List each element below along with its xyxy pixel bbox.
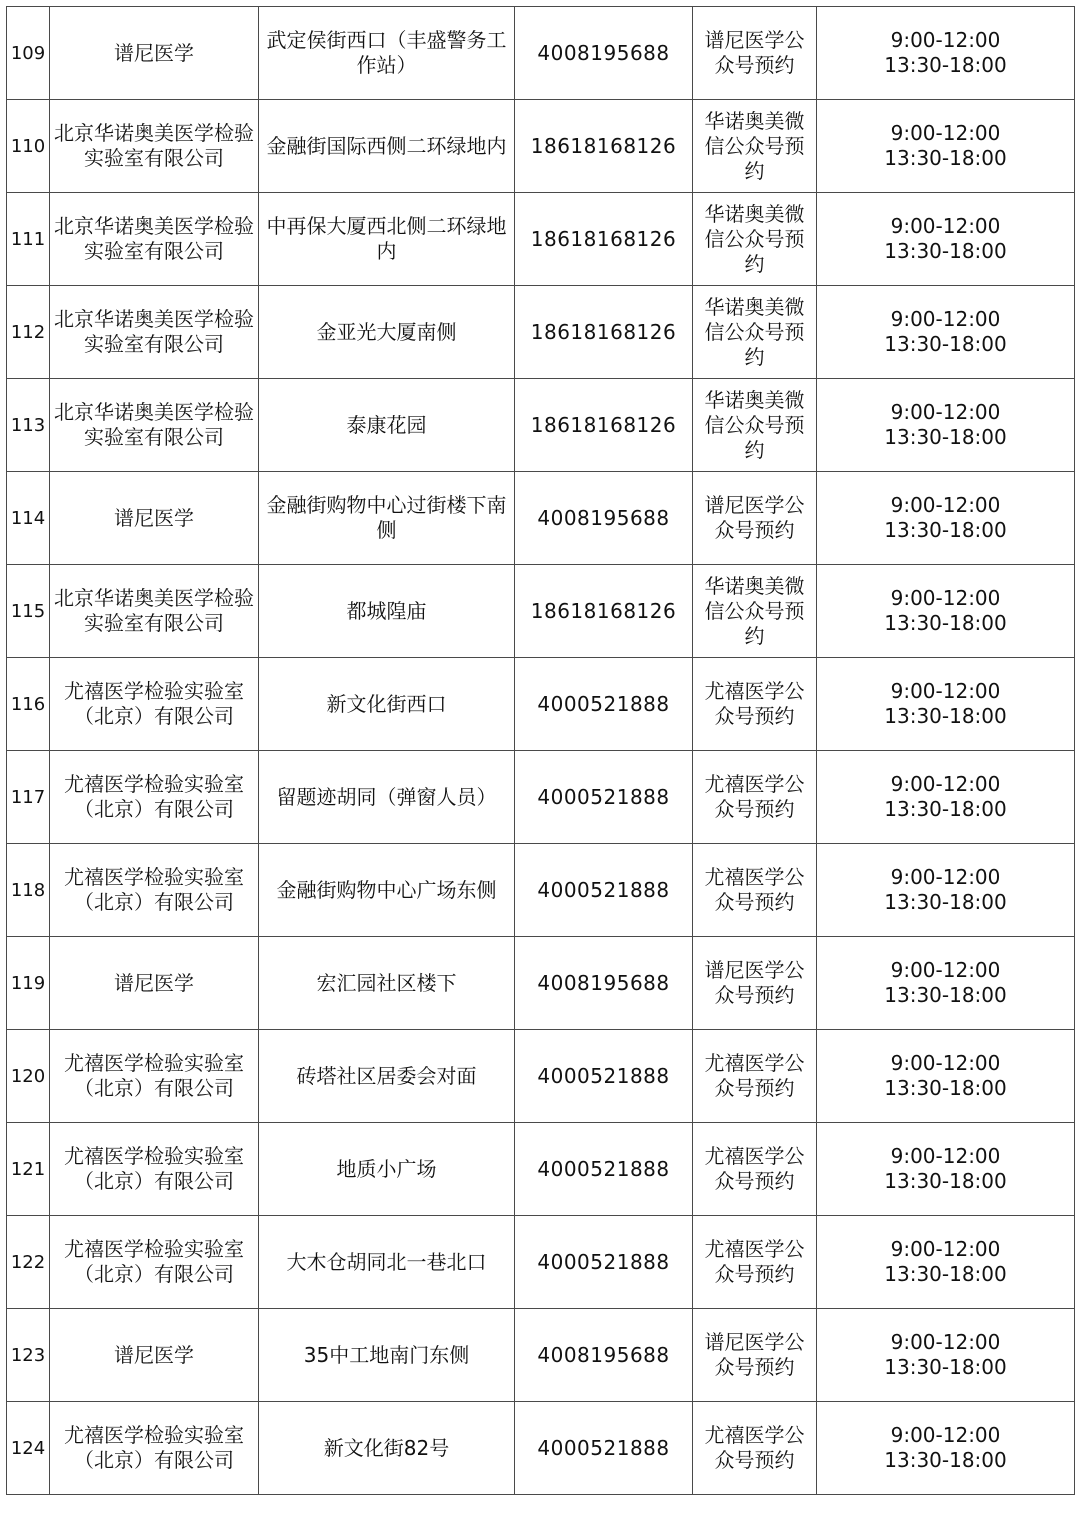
hours-afternoon: 13:30-18:00 [884, 611, 1007, 635]
row-number: 122 [7, 1216, 50, 1309]
booking-method: 华诺奥美微信公众号预约 [693, 379, 817, 472]
service-hours [817, 7, 1075, 100]
hours-afternoon: 13:30-18:00 [884, 425, 1007, 449]
contact-phone: 18618168126 [515, 565, 693, 658]
institution-name: 北京华诺奥美医学检验实验室有限公司 [50, 193, 259, 286]
table-row [7, 844, 1075, 937]
site-location: 大木仓胡同北一巷北口 [259, 1216, 515, 1309]
service-hours [817, 844, 1075, 937]
service-hours [817, 1216, 1075, 1309]
site-location: 新文化街西口 [259, 658, 515, 751]
contact-phone: 4000521888 [515, 844, 693, 937]
row-number: 120 [7, 1030, 50, 1123]
institution-name: 北京华诺奥美医学检验实验室有限公司 [50, 286, 259, 379]
table-row [7, 1309, 1075, 1402]
booking-method: 谱尼医学公众号预约 [693, 7, 817, 100]
booking-method: 谱尼医学公众号预约 [693, 1309, 817, 1402]
row-number: 113 [7, 379, 50, 472]
service-hours [817, 1402, 1075, 1495]
site-location: 35中工地南门东侧 [259, 1309, 515, 1402]
booking-method: 华诺奥美微信公众号预约 [693, 100, 817, 193]
service-hours [817, 286, 1075, 379]
service-hours [817, 658, 1075, 751]
institution-name: 北京华诺奥美医学检验实验室有限公司 [50, 379, 259, 472]
hours-morning: 9:00-12:00 [890, 1144, 1001, 1168]
table-row [7, 286, 1075, 379]
site-location: 泰康花园 [259, 379, 515, 472]
contact-phone: 4008195688 [515, 7, 693, 100]
institution-name: 谱尼医学 [50, 472, 259, 565]
service-hours [817, 565, 1075, 658]
contact-phone: 18618168126 [515, 286, 693, 379]
row-number: 123 [7, 1309, 50, 1402]
hours-morning: 9:00-12:00 [890, 307, 1001, 331]
site-location: 砖塔社区居委会对面 [259, 1030, 515, 1123]
hours-morning: 9:00-12:00 [890, 121, 1001, 145]
institution-name: 尤禧医学检验实验室（北京）有限公司 [50, 1123, 259, 1216]
institution-name: 尤禧医学检验实验室（北京）有限公司 [50, 658, 259, 751]
table-row [7, 7, 1075, 100]
hours-morning: 9:00-12:00 [890, 400, 1001, 424]
booking-method: 华诺奥美微信公众号预约 [693, 565, 817, 658]
row-number: 110 [7, 100, 50, 193]
institution-name: 尤禧医学检验实验室（北京）有限公司 [50, 1402, 259, 1495]
row-number: 116 [7, 658, 50, 751]
row-number: 118 [7, 844, 50, 937]
contact-phone: 18618168126 [515, 193, 693, 286]
hours-afternoon: 13:30-18:00 [884, 704, 1007, 728]
institution-name: 尤禧医学检验实验室（北京）有限公司 [50, 844, 259, 937]
site-location: 新文化街82号 [259, 1402, 515, 1495]
site-location: 金融街购物中心广场东侧 [259, 844, 515, 937]
hours-morning: 9:00-12:00 [890, 1330, 1001, 1354]
table-row [7, 1030, 1075, 1123]
hours-afternoon: 13:30-18:00 [884, 1355, 1007, 1379]
institution-name: 谱尼医学 [50, 1309, 259, 1402]
row-number: 114 [7, 472, 50, 565]
institution-name: 尤禧医学检验实验室（北京）有限公司 [50, 1030, 259, 1123]
table-row [7, 379, 1075, 472]
contact-phone: 4000521888 [515, 658, 693, 751]
table-row [7, 1123, 1075, 1216]
booking-method: 尤禧医学公众号预约 [693, 1216, 817, 1309]
booking-method: 华诺奥美微信公众号预约 [693, 286, 817, 379]
booking-method: 谱尼医学公众号预约 [693, 937, 817, 1030]
service-hours [817, 1030, 1075, 1123]
service-hours [817, 379, 1075, 472]
hours-morning: 9:00-12:00 [890, 865, 1001, 889]
contact-phone: 4000521888 [515, 751, 693, 844]
site-location: 留题迹胡同（弹窗人员） [259, 751, 515, 844]
table-row [7, 100, 1075, 193]
row-number: 124 [7, 1402, 50, 1495]
hours-afternoon: 13:30-18:00 [884, 332, 1007, 356]
institution-name: 谱尼医学 [50, 7, 259, 100]
row-number: 119 [7, 937, 50, 1030]
contact-phone: 4000521888 [515, 1402, 693, 1495]
contact-phone: 4000521888 [515, 1030, 693, 1123]
site-location: 中再保大厦西北侧二环绿地内 [259, 193, 515, 286]
site-location: 武定侯街西口（丰盛警务工作站） [259, 7, 515, 100]
table-row [7, 658, 1075, 751]
service-hours [817, 100, 1075, 193]
contact-phone: 4008195688 [515, 937, 693, 1030]
hours-afternoon: 13:30-18:00 [884, 1262, 1007, 1286]
hours-morning: 9:00-12:00 [890, 586, 1001, 610]
contact-phone: 4000521888 [515, 1123, 693, 1216]
hours-afternoon: 13:30-18:00 [884, 1448, 1007, 1472]
table-row [7, 565, 1075, 658]
table-row [7, 1216, 1075, 1309]
institution-name: 北京华诺奥美医学检验实验室有限公司 [50, 100, 259, 193]
hours-morning: 9:00-12:00 [890, 772, 1001, 796]
row-number: 112 [7, 286, 50, 379]
service-hours [817, 1123, 1075, 1216]
service-hours [817, 1309, 1075, 1402]
service-hours [817, 937, 1075, 1030]
contact-phone: 4008195688 [515, 472, 693, 565]
table-row [7, 937, 1075, 1030]
table-row [7, 1402, 1075, 1495]
hours-morning: 9:00-12:00 [890, 958, 1001, 982]
site-location: 金融街国际西侧二环绿地内 [259, 100, 515, 193]
contact-phone: 18618168126 [515, 379, 693, 472]
institution-name: 尤禧医学检验实验室（北京）有限公司 [50, 1216, 259, 1309]
row-number: 111 [7, 193, 50, 286]
row-number: 115 [7, 565, 50, 658]
hours-afternoon: 13:30-18:00 [884, 1169, 1007, 1193]
hours-morning: 9:00-12:00 [890, 214, 1001, 238]
hours-morning: 9:00-12:00 [890, 1423, 1001, 1447]
hours-morning: 9:00-12:00 [890, 1051, 1001, 1075]
table-row [7, 472, 1075, 565]
contact-phone: 4000521888 [515, 1216, 693, 1309]
contact-phone: 4008195688 [515, 1309, 693, 1402]
booking-method: 尤禧医学公众号预约 [693, 658, 817, 751]
institution-name: 尤禧医学检验实验室（北京）有限公司 [50, 751, 259, 844]
service-hours [817, 472, 1075, 565]
booking-method: 尤禧医学公众号预约 [693, 1123, 817, 1216]
contact-phone: 18618168126 [515, 100, 693, 193]
site-location: 金融街购物中心过街楼下南侧 [259, 472, 515, 565]
table-body [7, 7, 1075, 1495]
hours-morning: 9:00-12:00 [890, 679, 1001, 703]
row-number: 121 [7, 1123, 50, 1216]
booking-method: 尤禧医学公众号预约 [693, 1030, 817, 1123]
hours-afternoon: 13:30-18:00 [884, 53, 1007, 77]
booking-method: 尤禧医学公众号预约 [693, 751, 817, 844]
row-number: 109 [7, 7, 50, 100]
hours-afternoon: 13:30-18:00 [884, 797, 1007, 821]
testing-sites-table [6, 6, 1075, 1495]
hours-afternoon: 13:30-18:00 [884, 239, 1007, 263]
booking-method: 华诺奥美微信公众号预约 [693, 193, 817, 286]
hours-afternoon: 13:30-18:00 [884, 146, 1007, 170]
site-location: 宏汇园社区楼下 [259, 937, 515, 1030]
table-row [7, 193, 1075, 286]
hours-morning: 9:00-12:00 [890, 28, 1001, 52]
booking-method: 尤禧医学公众号预约 [693, 844, 817, 937]
booking-method: 谱尼医学公众号预约 [693, 472, 817, 565]
hours-morning: 9:00-12:00 [890, 493, 1001, 517]
hours-afternoon: 13:30-18:00 [884, 518, 1007, 542]
institution-name: 谱尼医学 [50, 937, 259, 1030]
site-location: 都城隍庙 [259, 565, 515, 658]
service-hours [817, 751, 1075, 844]
hours-afternoon: 13:30-18:00 [884, 983, 1007, 1007]
hours-morning: 9:00-12:00 [890, 1237, 1001, 1261]
service-hours [817, 193, 1075, 286]
institution-name: 北京华诺奥美医学检验实验室有限公司 [50, 565, 259, 658]
table-row [7, 751, 1075, 844]
hours-afternoon: 13:30-18:00 [884, 1076, 1007, 1100]
hours-afternoon: 13:30-18:00 [884, 890, 1007, 914]
booking-method: 尤禧医学公众号预约 [693, 1402, 817, 1495]
site-location: 金亚光大厦南侧 [259, 286, 515, 379]
site-location: 地质小广场 [259, 1123, 515, 1216]
row-number: 117 [7, 751, 50, 844]
